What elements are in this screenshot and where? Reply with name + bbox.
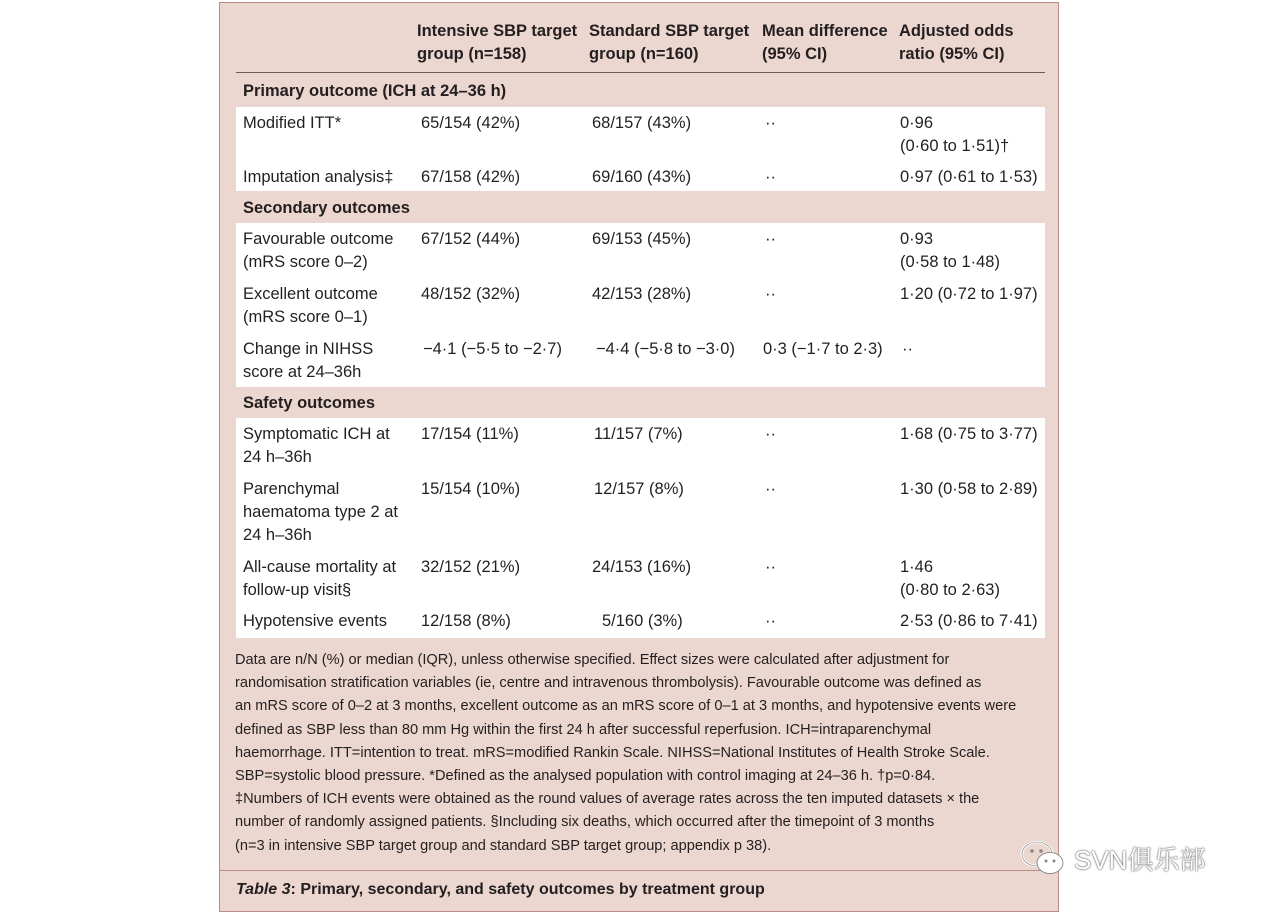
table-panel — [219, 2, 1059, 912]
cell-adjusted-odds: 0·96 (0·60 to 1·51)† — [900, 114, 1010, 155]
header-rule — [236, 72, 1045, 73]
cell-adjusted-odds: 0·93 (0·58 to 1·48) — [900, 230, 1000, 271]
row-label-symptomatic-ich: Symptomatic ICH at 24 h–36h — [243, 425, 390, 466]
column-header-mean-difference: Mean difference (95% CI) — [762, 22, 888, 63]
row-label-imputation: Imputation analysis‡ — [243, 168, 394, 186]
cell-intensive: 12/158 (8%) — [421, 612, 511, 630]
section-title-secondary: Secondary outcomes — [243, 199, 410, 217]
cell-adjusted-odds: 1·20 (0·72 to 1·97) — [900, 285, 1038, 303]
cell-mean-difference: ·· — [765, 168, 776, 186]
cell-standard: 12/157 (8%) — [594, 480, 684, 498]
row-label-parenchymal: Parenchymal haematoma type 2 at 24 h–36h — [243, 480, 399, 544]
row-label-hypotensive: Hypotensive events — [243, 612, 387, 630]
cell-standard: 68/157 (43%) — [592, 114, 692, 132]
cell-mean-difference: ·· — [765, 480, 776, 498]
cell-intensive: −4·1 (−5·5 to −2·7) — [423, 340, 562, 358]
cell-intensive: 48/152 (32%) — [421, 285, 521, 303]
cell-mean-difference: ·· — [765, 612, 776, 630]
cell-intensive: 67/152 (44%) — [421, 230, 521, 248]
row-label-nihss: Change in NIHSS score at 24–36h — [243, 340, 374, 381]
cell-standard: 42/153 (28%) — [592, 285, 692, 303]
watermark — [1020, 838, 1205, 878]
cell-adjusted-odds: ·· — [902, 340, 913, 358]
row-label-favourable: Favourable outcome (mRS score 0–2) — [243, 230, 394, 271]
watermark-text: SVN俱乐部 — [1074, 844, 1206, 875]
cell-mean-difference: ·· — [765, 230, 776, 248]
cell-standard: −4·4 (−5·8 to −3·0) — [596, 340, 735, 358]
cell-mean-difference: ·· — [765, 114, 776, 132]
cell-adjusted-odds: 1·46 (0·80 to 2·63) — [900, 558, 1000, 599]
section-title-primary: Primary outcome (ICH at 24–36 h) — [243, 82, 507, 100]
cell-adjusted-odds: 1·68 (0·75 to 3·77) — [900, 425, 1038, 443]
cell-intensive: 17/154 (11%) — [421, 425, 519, 443]
cell-standard: 24/153 (16%) — [592, 558, 692, 576]
row-label-modified-itt: Modified ITT* — [243, 114, 342, 132]
caption-text: : Primary, secondary, and safety outcomes by treatment group — [290, 881, 765, 898]
cell-intensive: 65/154 (42%) — [421, 114, 521, 132]
column-header-intensive: Intensive SBP target group (n=158) — [417, 22, 578, 63]
row-label-mortality: All-cause mortality at follow-up visit§ — [243, 558, 397, 599]
column-header-adjusted-odds: Adjusted odds ratio (95% CI) — [899, 22, 1014, 63]
cell-adjusted-odds: 1·30 (0·58 to 2·89) — [900, 480, 1038, 498]
cell-standard: 5/160 (3%) — [602, 612, 683, 630]
cell-mean-difference: ·· — [765, 558, 776, 576]
cell-intensive: 67/158 (42%) — [421, 168, 521, 186]
cell-mean-difference: ·· — [765, 425, 776, 443]
cell-adjusted-odds: 0·97 (0·61 to 1·53) — [900, 168, 1038, 186]
caption-label: Table 3 — [236, 881, 291, 898]
cell-intensive: 32/152 (21%) — [421, 558, 521, 576]
cell-intensive: 15/154 (10%) — [421, 480, 521, 498]
footnote: Data are n/N (%) or median (IQR), unless otherwise specified. Effect sizes were calculated after adjustment for randomisation stratification variables (ie, centre and intravenous thrombolysis). Favourable outcome was defined as an mRS score of 0–2 at 3 months, excellent outcome as an mRS score of 0–1 at 3 months, and hypotensive events were defined as SBP less than 80 mm Hg within the first 24 h after successful reperfusion. ICH=intraparenchymal haemorrhage. ITT=intention to treat. mRS=modified Rankin Scale. NIHSS=National Institutes of Health Stroke Scale. SBP=systolic blood pressure. *Defined as the analysed population with control imaging at 24–36 h. †p=0·84. ‡Numbers of ICH events were obtained as the round values of average rates across the ten imputed datasets × the number of randomly assigned patients. §Including six deaths, which occurred after the timepoint of 3 months (n=3 in intensive SBP target group and standard SBP target group; appendix p 38). — [235, 652, 1017, 854]
row-label-excellent: Excellent outcome (mRS score 0–1) — [243, 285, 378, 326]
cell-adjusted-odds: 2·53 (0·86 to 7·41) — [900, 612, 1038, 630]
cell-standard: 11/157 (7%) — [594, 425, 683, 443]
cell-standard: 69/160 (43%) — [592, 168, 692, 186]
section-title-safety: Safety outcomes — [243, 394, 376, 412]
cell-mean-difference: 0·3 (−1·7 to 2·3) — [763, 340, 883, 358]
table-caption — [236, 879, 765, 901]
column-header-standard: Standard SBP target group (n=160) — [589, 22, 750, 63]
cell-standard: 69/153 (45%) — [592, 230, 692, 248]
caption-separator — [220, 870, 1058, 871]
cell-mean-difference: ·· — [765, 285, 776, 303]
wechat-icon — [1020, 839, 1066, 877]
